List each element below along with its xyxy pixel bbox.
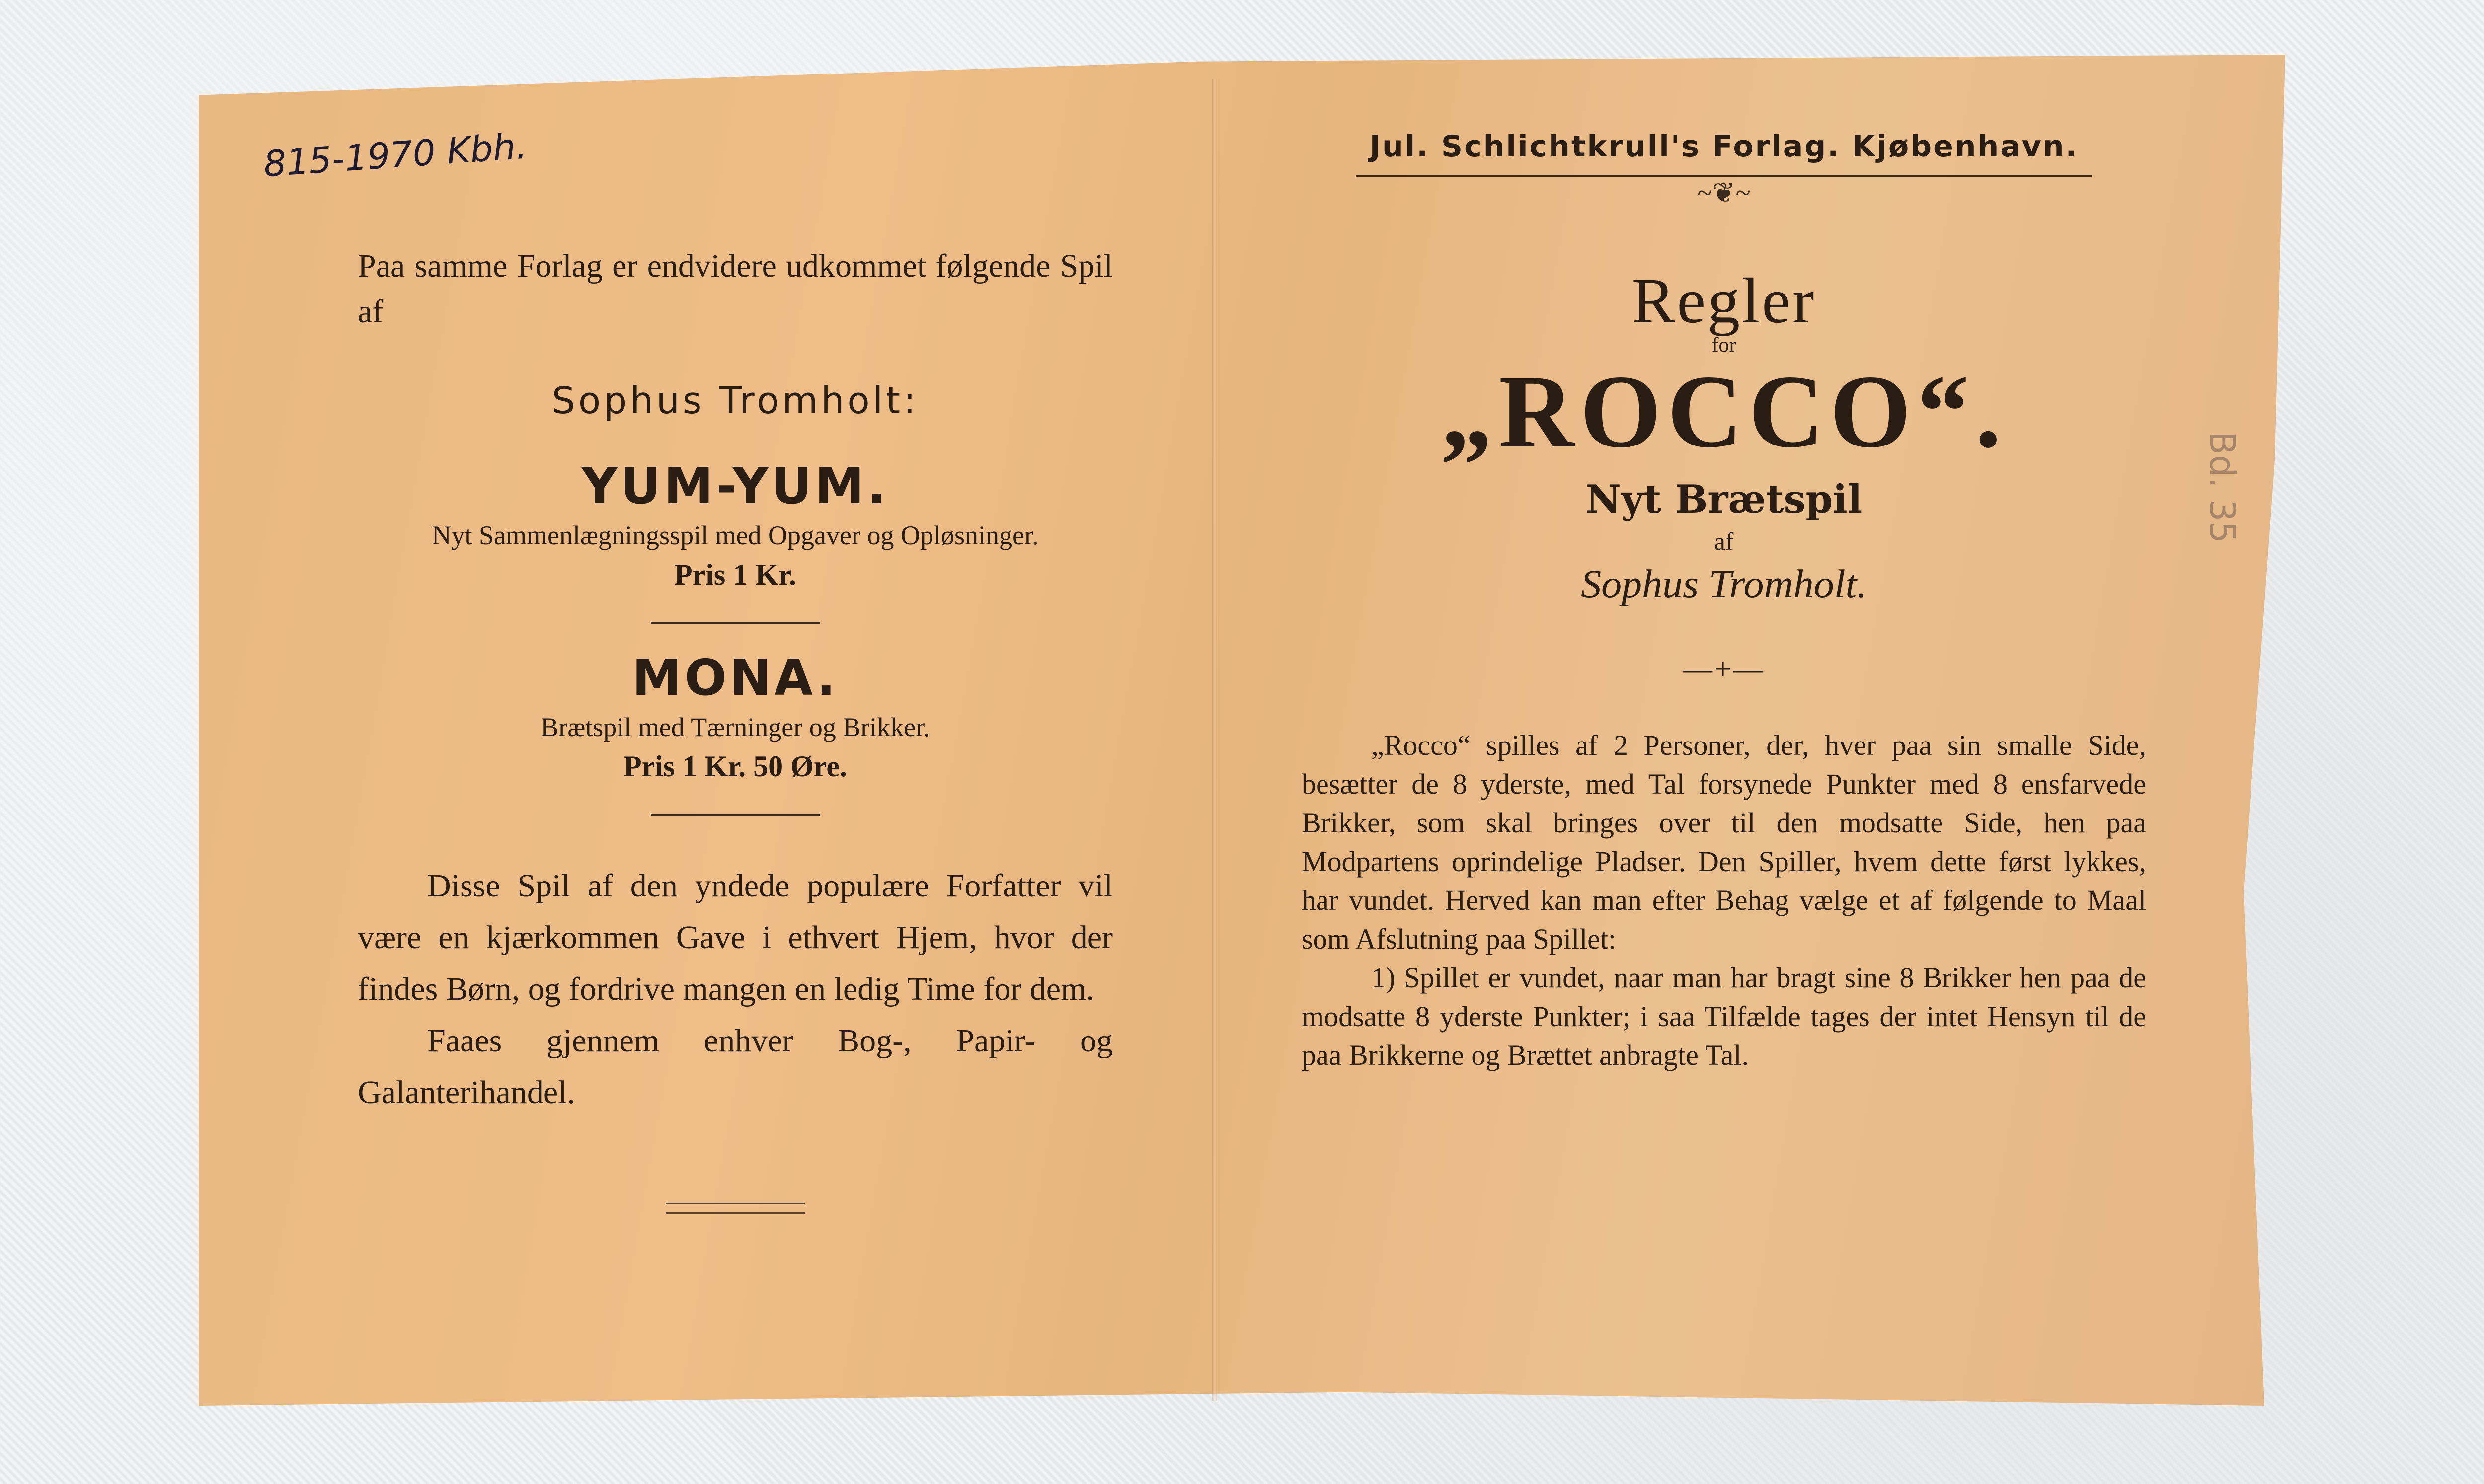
left-page (358, 129, 1113, 1214)
game-description-mona: Brætspil med Tærninger og Brikker. (541, 712, 930, 742)
for-word: for (1711, 334, 1736, 357)
catalog-number: 815-1970 Kbh. (262, 125, 529, 185)
subtitle: Nyt Brætspil (1585, 477, 1863, 522)
game-price-mona: Pris 1 Kr. 50 Øre. (623, 750, 847, 783)
ornament-rule (666, 1203, 805, 1214)
right-page (1302, 129, 2146, 1075)
game-title-mona: MONA. (632, 649, 839, 707)
divider (651, 622, 820, 624)
flourish-ornament: ~❦~ (1697, 178, 1751, 209)
af-word: af (1714, 527, 1734, 555)
divider (651, 814, 820, 816)
title-rocco: „ROCCO“. (1440, 354, 2008, 469)
author-name: Sophus Tromholt. (1581, 561, 1867, 606)
margin-stamp: Bd. 35 (2202, 431, 2243, 544)
heading-regler: Regler (1631, 265, 1816, 337)
dash-ornament: —+— (1683, 653, 1765, 685)
rules-paragraph-2: 1) Spillet er vundet, naar man har bragt sine 8 Brikker hen paa de modsatte 8 yderste Punkter; i saa Tilfælde tages der intet Hensyn til de paa Brikkerne og Brættet anbragte Tal. (1302, 962, 2146, 1071)
blurb-paragraph: Disse Spil af den yndede populære Forfatter vil være en kjærkommen Gave i ethvert Hjem, hvor der findes Børn, og fordrive mangen en ledig Time for dem. (358, 868, 1113, 1007)
dealers-paragraph: Faaes gjennem enhver Bog-, Papir- og Galanterihandel. (358, 1023, 1113, 1111)
game-title-yumyum: YUM-YUM. (581, 457, 889, 515)
game-description-yumyum: Nyt Sammenlægningsspil med Opgaver og Opløsninger. (432, 520, 1039, 550)
game-price-yumyum: Pris 1 Kr. (674, 558, 797, 591)
center-fold (1212, 79, 1217, 1401)
publisher-line: Jul. Schlichtkrull's Forlag. Kjøbenhavn. (1369, 129, 2079, 164)
rules-paragraph-1: „Rocco“ spilles af 2 Personer, der, hver paa sin smalle Side, besætter de 8 yderste, med Tal forsynede Punkter med 8 ensfarvede Brikker, som skal bringes over til den modsatte Side, hen paa Modpartens oprindelige Pladser. Den Spiller, hvem dette først lykkes, har vundet. Herved kan man efter Behag vælge et af følgende to Maal som Afslutning paa Spillet: (1302, 729, 2146, 955)
intro-text: Paa samme Forlag er endvidere udkommet følgende Spil af (358, 248, 1113, 330)
author-heading: Sophus Tromholt: (551, 379, 919, 422)
